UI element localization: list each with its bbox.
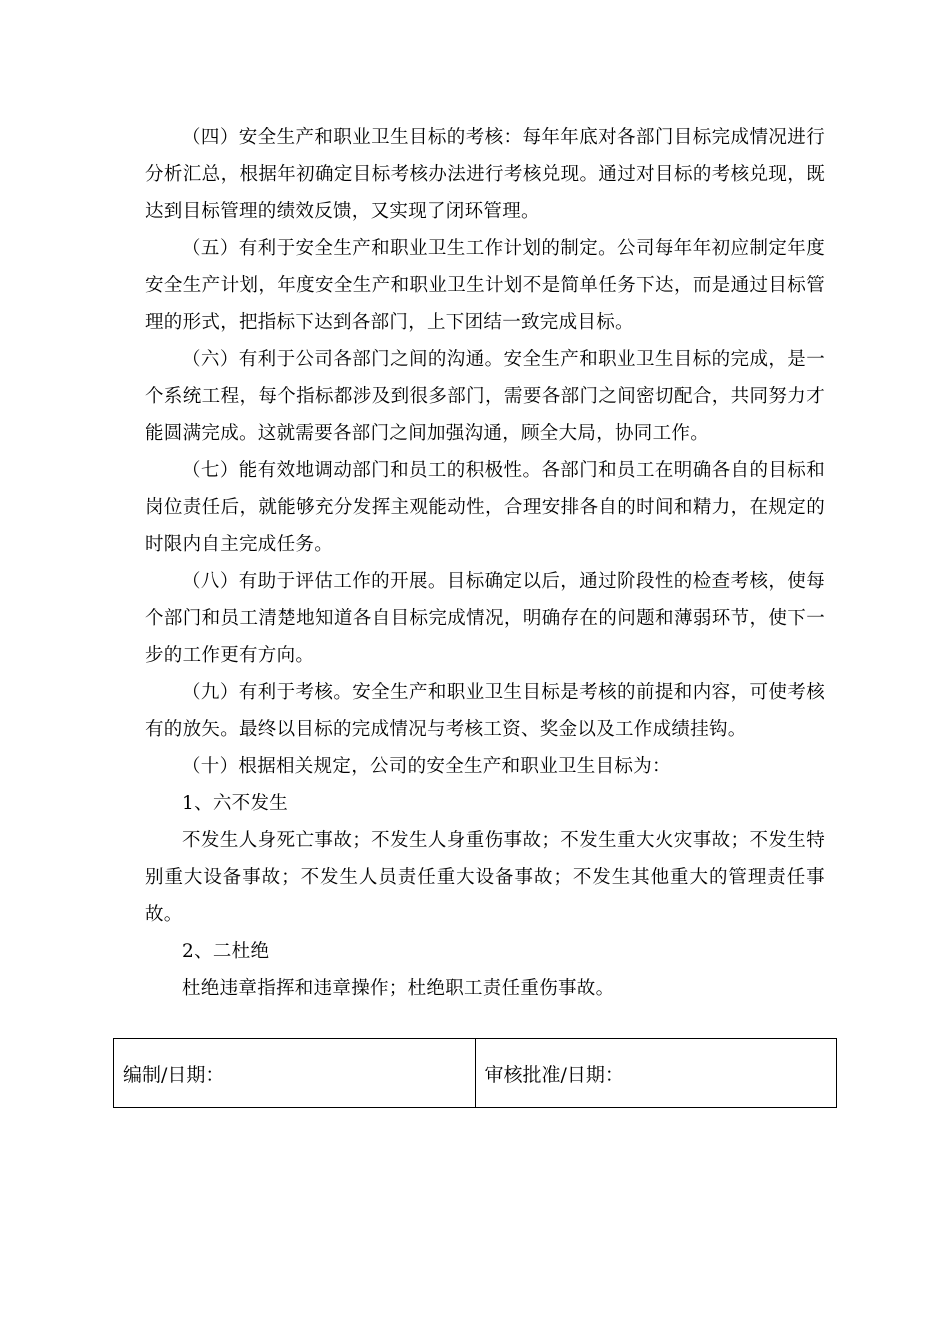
item-1-text: 不发生人身死亡事故；不发生人身重伤事故；不发生重大火灾事故；不发生特别重大设备事故；不发生人员责任重大设备事故；不发生其他重大的管理责任事故。	[145, 830, 825, 925]
item-2-heading: 2、二杜绝	[182, 941, 270, 962]
document-body	[145, 119, 825, 1007]
signature-row	[114, 1039, 837, 1108]
paragraph-6-communication: （六）有利于公司各部门之间的沟通。安全生产和职业卫生目标的完成，是一个系统工程，每个指标都涉及到很多部门，需要各部门之间密切配合，共同努力才能圆满完成。这就需要各部门之间加强沟通，顾全大局，协同工作。	[145, 349, 825, 444]
paragraph-9-assessment-basis: （九）有利于考核。安全生产和职业卫生目标是考核的前提和内容，可使考核有的放矢。最终以目标的完成情况与考核工资、奖金以及工作成绩挂钩。	[145, 682, 825, 740]
paragraph-5-planning: （五）有利于安全生产和职业卫生工作计划的制定。公司每年年初应制定年度安全生产计划，年度安全生产和职业卫生计划不是简单任务下达，而是通过目标管理的形式，把指标下达到各部门，上下团结一致完成目标。	[145, 238, 825, 333]
approved-by-date-cell: 审核批准/日期：	[475, 1039, 837, 1108]
item-1-heading: 1、六不发生	[182, 793, 289, 814]
paragraph-10-targets: （十）根据相关规定，公司的安全生产和职业卫生目标为：	[182, 756, 671, 777]
prepared-by-date-cell: 编制/日期：	[114, 1039, 476, 1108]
item-2-text: 杜绝违章指挥和违章操作；杜绝职工责任重伤事故。	[182, 978, 615, 999]
paragraph-4-assessment: （四）安全生产和职业卫生目标的考核：每年年底对各部门目标完成情况进行分析汇总，根据年初确定目标考核办法进行考核兑现。通过对目标的考核兑现，既达到目标管理的绩效反馈，又实现了闭环管理。	[145, 127, 825, 222]
signature-table	[113, 1038, 837, 1108]
paragraph-8-evaluation: （八）有助于评估工作的开展。目标确定以后，通过阶段性的检查考核，使每个部门和员工清楚地知道各自目标完成情况，明确存在的问题和薄弱环节，使下一步的工作更有方向。	[145, 571, 825, 666]
paragraph-7-motivation: （七）能有效地调动部门和员工的积极性。各部门和员工在明确各自的目标和岗位责任后，就能够充分发挥主观能动性，合理安排各自的时间和精力，在规定的时限内自主完成任务。	[145, 460, 825, 555]
